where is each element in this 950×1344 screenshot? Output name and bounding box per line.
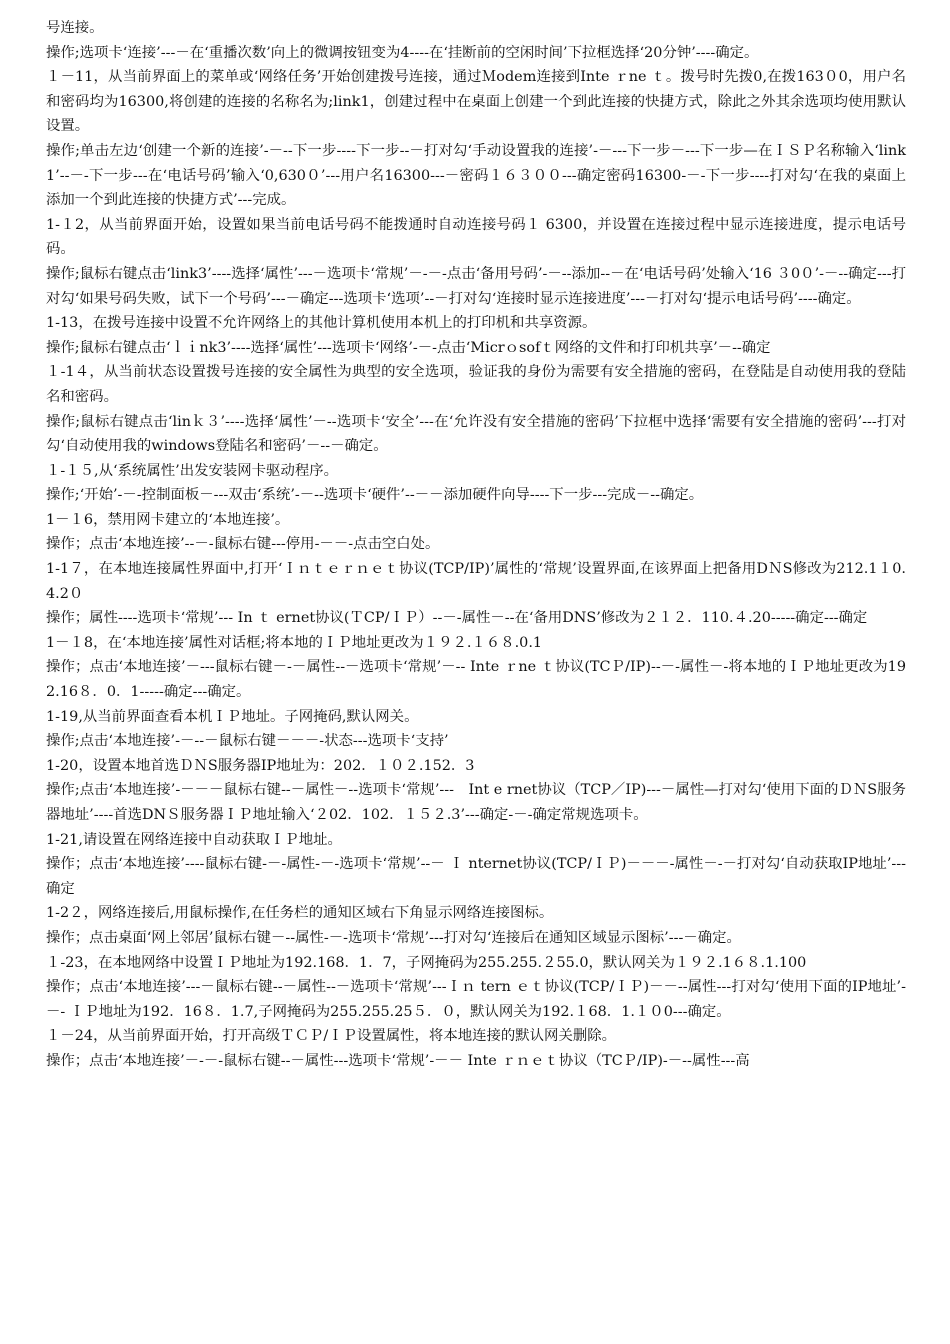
question-1-17: 1-1７，在本地连接属性界面中,打开‘Ｉｎｔｅｒｎｅｔ协议(TCP/IP)’属性的‘常规’设置界面,在该界面上把备用DＮS修改为212.1１0.4.2０ [46, 561, 906, 602]
question-1-19: 1-19,从当前界面查看本机ＩＰ地址。子网掩码,默认网关。 [46, 708, 419, 725]
question-1-23: １-23，在本地网络中设置ＩＰ地址为192.168．1．7，子网掩码为255.255.２55.0，默认网关为１９２.1６８.1.100 [46, 954, 807, 971]
answer-1-13: 操作;鼠标右键点击‘ｌｉnk3’----选择‘属性’---选项卡‘网络’-－-点击‘Micrｏsofｔ网络的文件和打印机共享’－--确定 [46, 339, 771, 356]
answer-1-23: 操作；点击‘本地连接’---－鼠标右键--－属性--－选项卡‘常规’---Ｉｎ tern ｅｔ协议(TCP/ＩＰ)－－--属性---打对勾‘使用下面的IP地址’-－- ＩＰ地址为192．16８．1.7,子网掩码为255.255.25５．０，默认网关为192.１68．1.１０0---确定。 [46, 979, 906, 1020]
answer-1-12: 操作;鼠标右键点击‘link3’----选择‘属性’---－选项卡‘常规’－-－-点击‘备用号码’-－--添加--－在‘电话号码’处输入‘16 ３0０’-－--确定---打对勾‘如果号码失败，试下一个号码’---－确定---选项卡‘选项’--－打对勾‘连接时显示连接进度’---－打对勾‘提示电话号码’----确定。 [46, 265, 906, 307]
question-1-21: 1-21,请设置在网络连接中自动获取ＩＰ地址。 [46, 831, 342, 848]
question-1-16: 1－１6，禁用网卡建立的‘本地连接’。 [46, 511, 290, 528]
question-1-14: １-1４，从当前状态设置拨号连接的安全属性为典型的安全选项，验证我的身份为需要有安全措施的密码，在登陆是自动使用我的登陆名和密码。 [46, 364, 906, 405]
answer-1-22: 操作；点击桌面‘网上邻居’鼠标右键－--属性-－-选项卡‘常规’---打对勾‘连接后在通知区域显示图标’---－确定。 [46, 929, 741, 946]
answer-1-18: 操作；点击‘本地连接’－---鼠标右键－-－属性--－选项卡‘常规’－-- Inte ｒne ｔ协议(TCＰ/IP)--－-属性－-将本地的ＩＰ地址更改为192.16８．0．1-----确定---确定。 [46, 659, 906, 701]
question-1-15: １-１５,从‘系统属性’出发安装网卡驱动程序。 [46, 462, 339, 479]
question-1-12: 1-１2，从当前界面开始，设置如果当前电话号码不能拨通时自动连接号码１ 6300，并设置在连接过程中显示连接进度，提示电话号码。 [46, 216, 906, 258]
answer-1-21: 操作；点击‘本地连接’----鼠标右键-－-属性-－-选项卡‘常规’--－ Ｉ nternet协议(TCP/ＩＰ)－－－-属性－-－打对勾‘自动获取IP地址’---确定 [46, 856, 906, 897]
answer-1-17: 操作；属性----选项卡‘常规’--- In ｔ ernet协议(ＴCP/ＩＰ）--－-属性－--在‘备用DNS’修改为２１２．110.４.20-----确定---确定 [46, 610, 868, 627]
answer-1-24: 操作；点击‘本地连接’－-－-鼠标右键--－属性---选项卡‘常规’-－－ Inte ｒｎｅｔ协议（TCＰ/IP)-－--属性---高 [46, 1052, 750, 1069]
question-1-24: １－24，从当前界面开始，打开高级ＴＣＰ/ＩＰ设置属性，将本地连接的默认网关删除。 [46, 1028, 617, 1045]
answer-1-15: 操作;‘开始’-－-控制面板－---双击‘系统’-－--选项卡‘硬件’--－－添加硬件向导----下一步---完成－--确定。 [46, 487, 704, 504]
text-line: 号连接。 [46, 20, 104, 36]
question-1-11: １－11，从当前界面上的菜单或‘网络任务’开始创建拨号连接，通过Ｍodem连接到Inte ｒne ｔ。拨号时先拨0,在拨163０0，用户名和密码均为16300,将创建的连接的名称名为;link1，创建过程中在桌面上创建一个到此连接的快捷方式，除此之外其余选项均使用默认设置。 [46, 69, 906, 135]
answer-1-20: 操作;点击‘本地连接’-－－－鼠标右键--－属性－--选项卡‘常规’--- Int e rnet协议（TCP／IP)---－属性—打对勾‘使用下面的ＤＮS服务器地址’----首选DNＳ服务器ＩＰ地址输入‘２02．102．１５２.3’---确定-－-确定常规选项卡。 [46, 782, 906, 823]
question-1-22: 1-2２，网络连接后,用鼠标操作,在任务栏的通知区域右下角显示网络连接图标。 [46, 905, 554, 922]
document-body [46, 16, 906, 1074]
answer-1-19: 操作;点击‘本地连接’-－--－鼠标右键－－－-状态---选项卡‘支持’ [46, 733, 449, 750]
question-1-20: 1-20，设置本地首选ＤＮS服务器IP地址为：202．１０２.152．3 [46, 757, 475, 774]
answer-1-11: 操作;单击左边‘创建一个新的连接’-－--下一步----下一步--－打对勾‘手动设置我的连接’-－---下一步－---下一步—在ＩＳＰ名称输入‘link1’--－-下一步---在‘电话号码’输入‘0,630０’---用户名16300---－密码１６３００---确定密码16300-－-下一步----打对勾‘在我的桌面上添加一个到此连接的快捷方式’---完成。 [46, 142, 906, 209]
question-1-18: 1－１8，在‘本地连接’属性对话框;将本地的ＩＰ地址更改为１９２.１６８.0.1 [46, 634, 543, 651]
question-1-13: 1-13，在拨号连接中设置不允许网络上的其他计算机使用本机上的打印机和共享资源。 [46, 315, 597, 332]
answer-1-14: 操作;鼠标右键点击‘linｋ３’----选择‘属性’－--选项卡‘安全’---在‘允许没有安全措施的密码’下拉框中选择‘需要有安全措施的密码’---打对勾‘自动使用我的windows登陆名和密码’－--－确定。 [46, 413, 906, 455]
answer-1-16: 操作；点击‘本地连接’--－-鼠标右键---停用-－－-点击空白处。 [46, 536, 440, 553]
text-operation: 操作;选项卡‘连接’---－在‘重播次数’向上的微调按钮变为4----在‘挂断前的空闲时间’下拉框选择‘20分钟’----确定。 [46, 44, 759, 61]
